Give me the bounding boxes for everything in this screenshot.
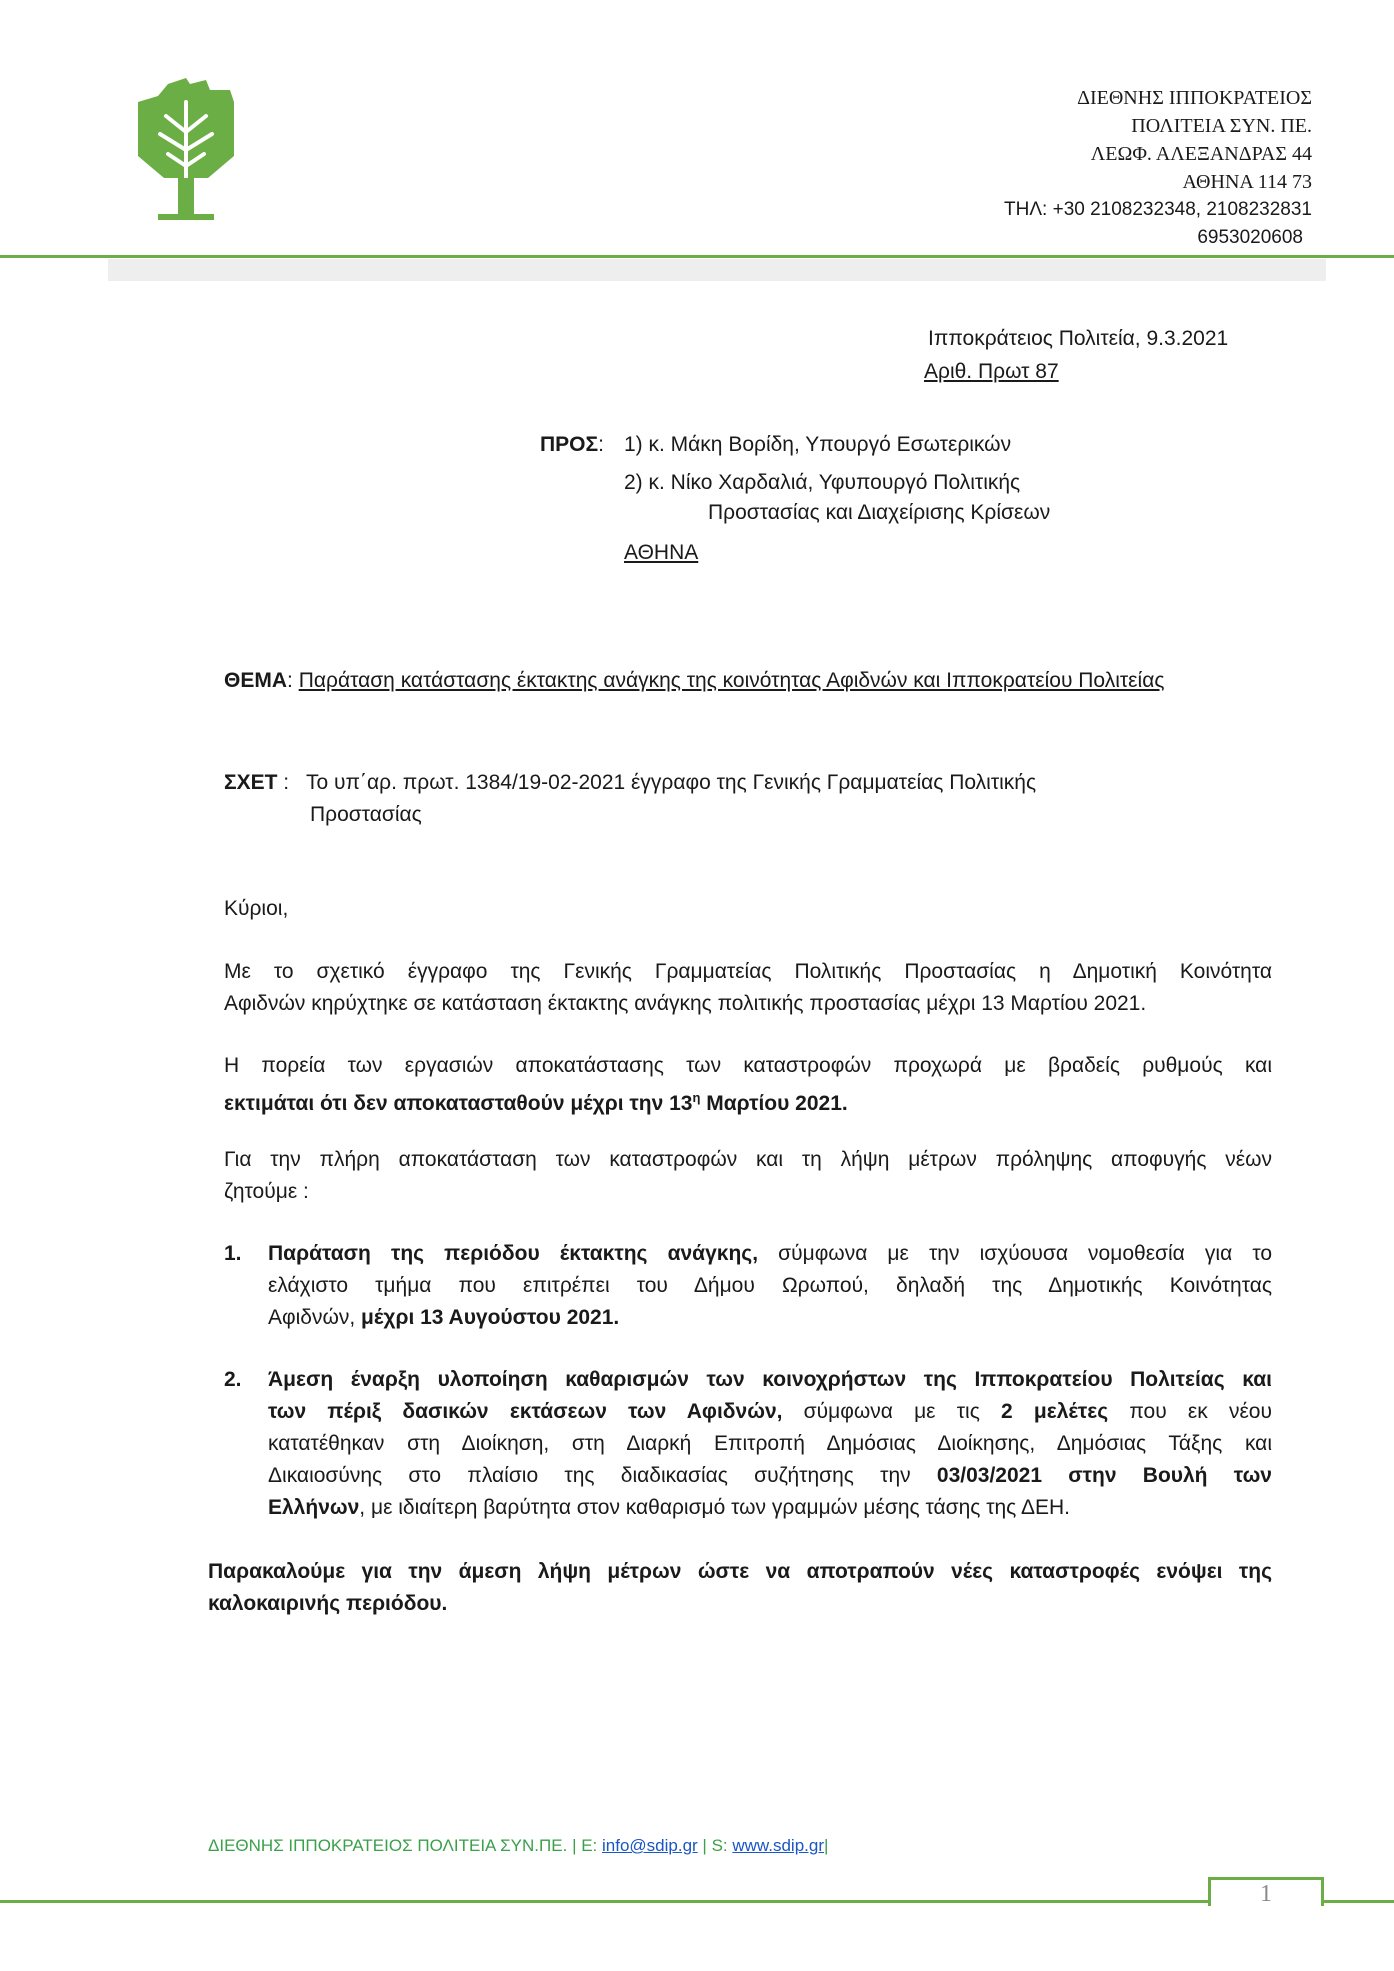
subject-text: Παράταση κατάστασης έκτακτης ανάγκης της κοινότητας Αφιδνών και Ιπποκρατείου Πολιτείας <box>298 669 1165 692</box>
closing-line-1: Παρακαλούμε για την άμεση λήψη μέτρων ώστε να αποτραπούν νέες καταστροφές ενόψει της <box>208 1560 1272 1583</box>
recipients-label: ΠΡΟΣ <box>540 433 599 456</box>
list-item-1-place: Αφιδνών, <box>268 1306 362 1329</box>
recipient-city: ΑΘΗΝΑ <box>624 541 699 564</box>
footer-email-link[interactable]: info@sdip.gr <box>602 1836 698 1855</box>
list-item-2-number: 2. <box>224 1368 242 1391</box>
list-item-1-line-1 <box>268 1238 1272 1269</box>
protocol-number: Αριθ. Πρωτ 87 <box>924 360 1059 383</box>
paragraph-3-line-1: Για την πλήρη αποκατάσταση των καταστροφών και τη λήψη μέτρων πρόληψης αποφυγής νέων <box>224 1148 1272 1171</box>
footer-end: | <box>824 1836 829 1855</box>
list-item-1-number: 1. <box>224 1242 242 1265</box>
paragraph-2-line-2 <box>224 1082 848 1119</box>
list-item-2-parliament: Ελλήνων <box>268 1496 360 1519</box>
reference-label: ΣΧΕΤ <box>224 771 278 794</box>
reference-text-1: Το υπ΄αρ. πρωτ. 1384/19-02-2021 έγγραφο της Γενικής Γραμματείας Πολιτικής <box>306 771 1037 794</box>
recipients-label-row <box>540 429 604 460</box>
reference-text-2: Προστασίας <box>310 803 422 826</box>
paragraph-2-text-b: Μαρτίου 2021. <box>700 1092 848 1115</box>
page-number: 1 <box>1260 1881 1272 1907</box>
list-item-2-lead: των πέριξ δασικών εκτάσεων των Αφιδνών, <box>268 1400 783 1423</box>
list-item-2-line-1: Άμεση έναρξη υλοποίηση καθαρισμών των κοινοχρήστων της Ιπποκρατείου Πολιτείας και <box>268 1368 1272 1391</box>
footer-divider <box>0 1900 1394 1903</box>
list-item-2-text-d: , με ιδιαίτερη βαρύτητα στον καθαρισμό των γραμμών μέσης τάσης της ΔΕΗ. <box>359 1496 1071 1519</box>
header-shade-band <box>108 259 1326 281</box>
phone-line: ΤΗΛ: +30 2108232348, 2108232831 <box>1004 199 1312 220</box>
footer-org: ΔΙΕΘΝΗΣ ΙΠΠΟΚΡΑΤΕΙΟΣ ΠΟΛΙΤΕΙΑ ΣΥΝ.ΠΕ. | Ε: <box>208 1836 602 1855</box>
address-line: ΛΕΩΦ. ΑΛΕΞΑΝΔΡΑΣ 44 <box>1090 143 1312 165</box>
list-item-2-line-3: κατατέθηκαν στη Διοίκηση, στη Διαρκή Επιτροπή Δημόσιας Διοίκησης, Δημόσιας Τάξης και <box>268 1432 1272 1455</box>
paragraph-2-text-a: εκτιμάται ότι δεν αποκατασταθούν μέχρι την 13 <box>224 1092 693 1115</box>
reference-sep: : <box>283 771 290 794</box>
subject-label: ΘΕΜΑ <box>224 669 287 692</box>
list-item-1-line-3 <box>268 1302 619 1333</box>
list-item-2-text-c: Δικαιοσύνης στο πλαίσιο της διαδικασίας συζήτησης την <box>268 1464 937 1487</box>
closing-line-2: καλοκαιρινής περιόδου. <box>208 1592 448 1615</box>
list-item-2-studies: 2 μελέτες <box>1001 1400 1109 1423</box>
address-line: ΔΙΕΘΝΗΣ ΙΠΠΟΚΡΑΤΕΙΟΣ <box>1077 87 1312 109</box>
salutation: Κύριοι, <box>224 897 289 920</box>
ordinal-suffix: η <box>692 1090 701 1105</box>
list-item-1-lead: Παράταση της περιόδου έκτακτης ανάγκης, <box>268 1242 759 1265</box>
paragraph-1-line-2: Αφιδνών κηρύχτηκε σε κατάσταση έκτακτης ανάγκης πολιτικής προστασίας μέχρι 13 Μαρτίου 2021. <box>224 992 1147 1015</box>
recipient-2: 2) κ. Νίκο Χαρδαλιά, Υφυπουργό Πολιτικής <box>624 471 1021 494</box>
footer-website-link[interactable]: www.sdip.gr <box>732 1836 824 1855</box>
list-item-1-line-2: ελάχιστο τμήμα που επιτρέπει του Δήμου Ωρωπού, δηλαδή της Δημοτικής Κοινότητας <box>268 1274 1272 1297</box>
footer-contact <box>208 1836 828 1856</box>
reference-label-row <box>224 767 289 798</box>
list-item-2-text-a: σύμφωνα με τις <box>782 1400 1002 1423</box>
mobile-line: 6953020608 <box>1197 227 1303 248</box>
tree-icon <box>138 78 234 223</box>
list-item-1-deadline: μέχρι 13 Αυγούστου 2021. <box>361 1306 620 1329</box>
list-item-2-date: 03/03/2021 στην Βουλή των <box>936 1464 1272 1487</box>
footer-sep: | S: <box>697 1836 733 1855</box>
recipient-1: 1) κ. Μάκη Βορίδη, Υπουργό Εσωτερικών <box>624 433 1012 456</box>
paragraph-2-line-1: Η πορεία των εργασιών αποκατάστασης των καταστροφών προχωρά με βραδείς ρυθμούς και <box>224 1054 1272 1077</box>
list-item-1-rest: σύμφωνα με την ισχύουσα νομοθεσία για το <box>758 1242 1273 1265</box>
list-item-2-text-b: που εκ νέου <box>1108 1400 1272 1423</box>
paragraph-3-line-2: ζητούμε : <box>224 1180 309 1203</box>
list-item-2-line-2 <box>268 1396 1272 1427</box>
list-item-2-line-4 <box>268 1460 1272 1491</box>
subject-sep: : <box>287 669 293 692</box>
sender-address <box>1004 84 1312 252</box>
recipients-colon: : <box>598 433 604 456</box>
address-line: ΑΘΗΝΑ 114 73 <box>1182 171 1312 193</box>
paragraph-1-line-1: Με το σχετικό έγγραφο της Γενικής Γραμματείας Πολιτικής Προστασίας η Δημοτική Κοινότητα <box>224 960 1272 983</box>
recipient-2-cont: Προστασίας και Διαχείρισης Κρίσεων <box>708 501 1051 524</box>
place-date: Ιπποκράτειος Πολιτεία, 9.3.2021 <box>928 327 1229 350</box>
list-item-2-line-5 <box>268 1492 1070 1523</box>
header-divider <box>0 255 1394 258</box>
subject-line <box>224 665 1164 696</box>
address-line: ΠΟΛΙΤΕΙΑ ΣΥΝ. ΠΕ. <box>1131 115 1312 137</box>
